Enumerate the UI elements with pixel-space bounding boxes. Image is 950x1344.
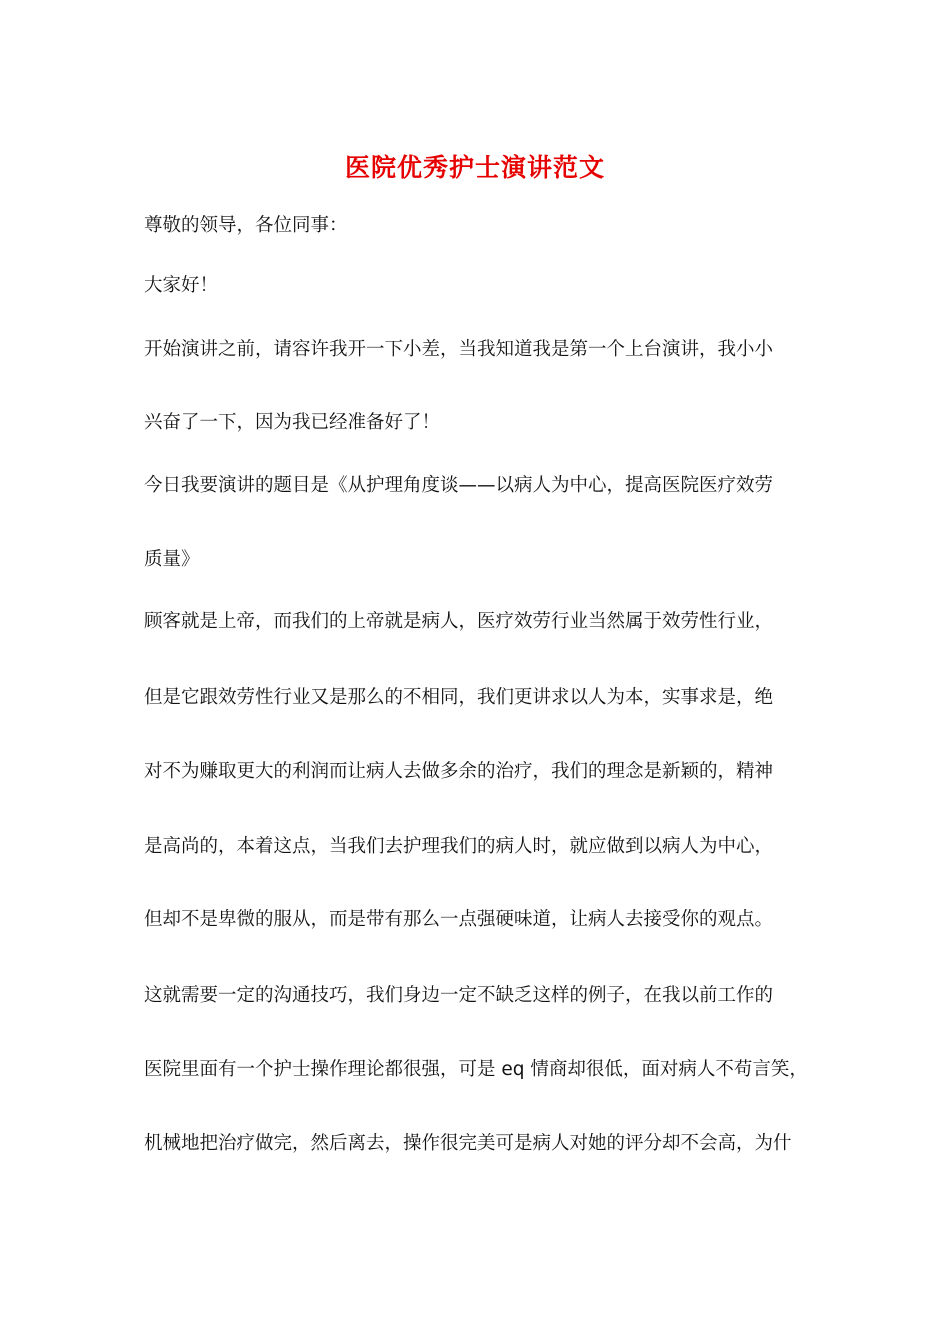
paragraph-line: 开始演讲之前，请容许我开一下小差，当我知道我是第一个上台演讲，我小小 <box>144 339 774 360</box>
paragraph-line: 是高尚的，本着这点，当我们去护理我们的病人时，就应做到以病人为中心， <box>144 836 774 857</box>
document-title: 医院优秀护士演讲范文 <box>344 153 605 182</box>
paragraph-line: 兴奋了一下，因为我已经准备好了！ <box>144 412 441 433</box>
paragraph-line: 对不为赚取更大的利润而让病人去做多余的治疗，我们的理念是新颖的，精神 <box>144 761 774 782</box>
paragraph-line: 机械地把治疗做完，然后离去，操作很完美可是病人对她的评分却不会高，为什 <box>144 1133 792 1154</box>
paragraph-line: 但是它跟效劳性行业又是那么的不相同，我们更讲求以人为本，实事求是，绝 <box>144 687 774 708</box>
paragraph-line: 但却不是卑微的服从，而是带有那么一点强硬味道，让病人去接受你的观点。 <box>144 909 774 930</box>
paragraph-line: 今日我要演讲的题目是《从护理角度谈——以病人为中心，提高医院医疗效劳 <box>144 475 774 496</box>
paragraph-line: 医院里面有一个护士操作理论都很强，可是 eq 情商却很低，面对病人不苟言笑， <box>144 1059 808 1080</box>
salutation-line: 尊敬的领导，各位同事： <box>144 215 348 236</box>
paragraph-line: 质量》 <box>144 549 200 570</box>
paragraph-line: 这就需要一定的沟通技巧，我们身边一定不缺乏这样的例子，在我以前工作的 <box>144 985 774 1006</box>
paragraph-line: 顾客就是上帝，而我们的上帝就是病人，医疗效劳行业当然属于效劳性行业， <box>144 611 774 632</box>
greeting-line: 大家好！ <box>144 275 219 296</box>
